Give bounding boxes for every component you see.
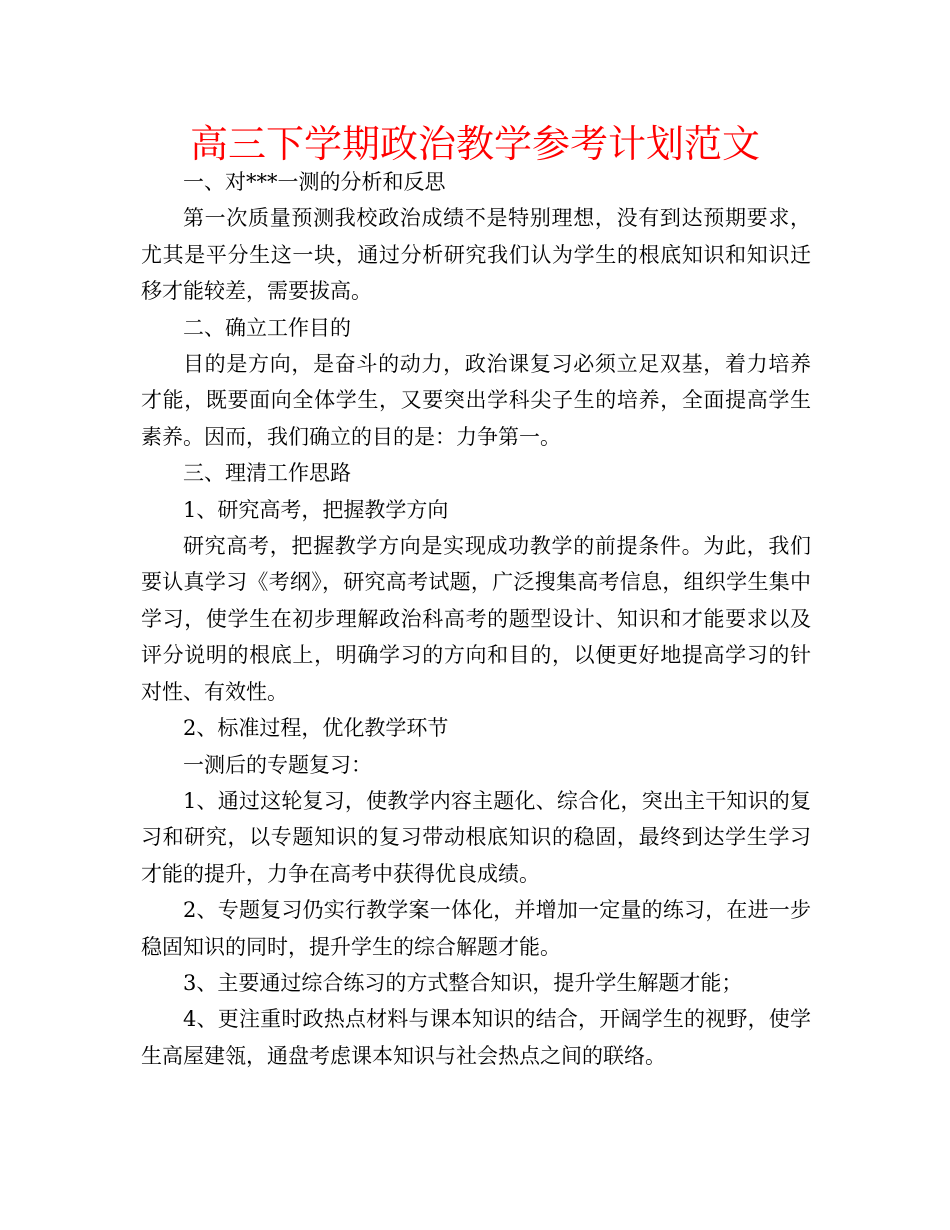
body-paragraph: 第一次质量预测我校政治成绩不是特别理想，没有到达预期要求，尤其是平分生这一块，通过分析研究我们认为学生的根底知识和知识迁移才能较差，需要拔高。 [141,206,811,304]
body-paragraph: 目的是方向，是奋斗的动力，政治课复习必须立足双基，着力培养才能，既要面向全体学生，又要突出学科尖子生的培养，全面提高学生素养。因而，我们确立的目的是：力争第一。 [141,352,811,449]
section-heading-1: 一、对***一测的分析和反思 [183,170,446,194]
body-paragraph: 研究高考，把握教学方向是实现成功教学的前提条件。为此，我们要认真学习《考纲》，研究高考试题，广泛搜集高考信息，组织学生集中学习，使学生在初步理解政治科高考的题型设计、知识和才能要求以及评分说明的根底上，明确学习的方向和目的，以便更好地提高学习的针对性、有效性。 [141,534,811,704]
list-item: 2、专题复习仍实行教学案一体化，并增加一定量的练习，在进一步稳固知识的同时，提升学生的综合解题才能。 [141,898,811,959]
document-body [141,164,811,1074]
section-heading-3: 三、理清工作思路 [183,461,351,486]
subsection-heading-2: 2、标准过程，优化教学环节 [183,716,449,741]
document-title: 高三下学期政治教学参考计划范文 [189,122,760,166]
list-item: 1、通过这轮复习，使教学内容主题化、综合化，突出主干知识的复习和研究，以专题知识的复习带动根底知识的稳固，最终到达学生学习才能的提升，力争在高考中获得优良成绩。 [141,788,811,886]
section-heading-2: 二、确立工作目的 [183,315,351,340]
body-paragraph: 一测后的专题复习： [183,752,372,777]
list-item: 3、主要通过综合练习的方式整合知识，提升学生解题才能； [183,970,743,995]
subsection-heading-1: 1、研究高考，把握教学方向 [183,497,449,522]
list-item: 4、更注重时政热点材料与课本知识的结合，开阔学生的视野，使学生高屋建瓴，通盘考虑课本知识与社会热点之间的联络。 [141,1007,811,1068]
